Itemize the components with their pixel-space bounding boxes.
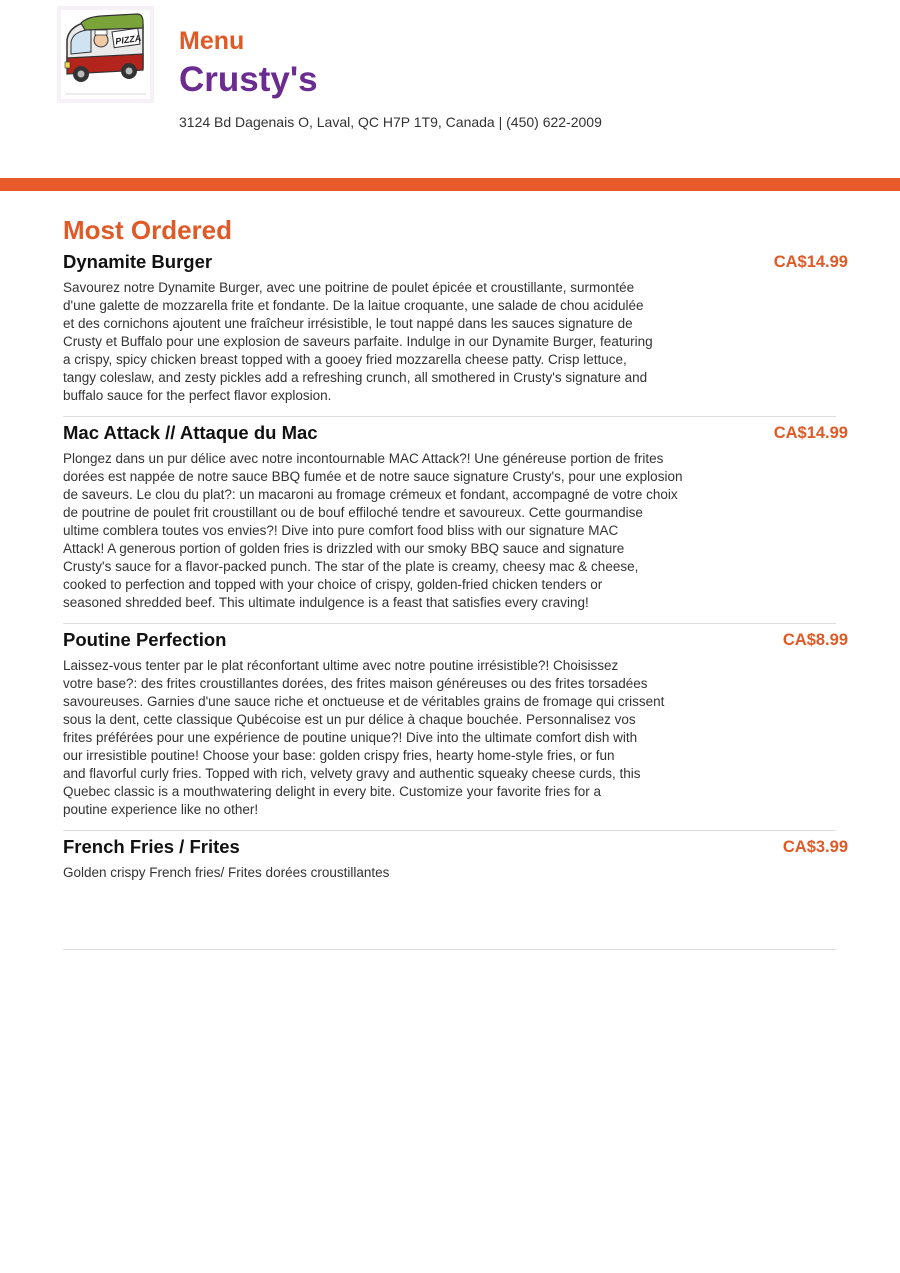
description-line: Golden crispy French fries/ Frites dorées croustillantes <box>63 865 390 880</box>
menu-item-price: CA$3.99 <box>782 838 848 856</box>
restaurant-address: 3124 Bd Dagenais O, Laval, QC H7P 1T9, Canada | (450) 622-2009 <box>179 114 602 130</box>
header-divider-bar <box>0 178 900 191</box>
item-divider <box>63 416 836 417</box>
logo-sign-text: PIZZA <box>114 32 142 47</box>
description-line: Crusty's sauce for a flavor-packed punch. The star of the plate is creamy, cheesy mac & cheese, <box>63 559 639 574</box>
pizza-truck-icon <box>57 6 154 103</box>
description-line: sous la dent, cette classique Qubécoise est un pur délice à chaque bouchée. Personnalisez vos <box>63 712 636 727</box>
description-line: votre base?: des frites croustillantes dorées, des frites maison généreuses ou des frites torsadées <box>63 676 648 691</box>
description-line: seasoned shredded beef. This ultimate indulgence is a feast that satisfies every craving! <box>63 595 589 610</box>
description-line: Quebec classic is a mouthwatering delight in every bite. Customize your favorite fries for a <box>63 784 601 799</box>
description-line: Laissez-vous tenter par le plat réconfortant ultime avec notre poutine irrésistible?! Choisissez <box>63 658 619 673</box>
description-line: de saveurs. Le clou du plat?: un macaroni au fromage crémeux et fondant, accompagné de votre choix <box>63 487 678 502</box>
description-line: our irresistible poutine! Choose your base: golden crispy fries, hearty home-style fries, or fun <box>63 748 615 763</box>
description-line: d'une galette de mozzarella frite et fondante. De la laitue croquante, une salade de chou acidulée <box>63 298 644 313</box>
description-line: et des cornichons ajoutent une fraîcheur irrésistible, le tout nappé dans les sauces signature de <box>63 316 633 331</box>
menu-item-name: Dynamite Burger <box>63 251 213 272</box>
menu-item-description <box>63 864 389 882</box>
section-title: Most Ordered <box>63 215 233 245</box>
restaurant-name: Crusty's <box>179 60 318 99</box>
item-divider <box>63 830 836 831</box>
menu-item-description <box>63 279 653 405</box>
description-line: tangy coleslaw, and zesty pickles add a refreshing crunch, all smothered in Crusty's signature and <box>63 370 648 385</box>
menu-label: Menu <box>179 27 245 55</box>
menu-item-name: French Fries / Frites <box>63 836 240 857</box>
menu-item-description <box>63 657 664 819</box>
menu-item-description <box>63 450 682 612</box>
description-line: cooked to perfection and topped with your choice of crispy, golden-fried chicken tenders or <box>63 577 603 592</box>
description-line: poutine experience like no other! <box>63 802 259 817</box>
description-line: Savourez notre Dynamite Burger, avec une poitrine de poulet épicée et croustillante, surmontée <box>63 280 635 295</box>
menu-item-name: Poutine Perfection <box>63 629 227 650</box>
menu-item-price: CA$14.99 <box>773 424 848 442</box>
menu-item-price: CA$14.99 <box>773 253 848 271</box>
description-line: Attack! A generous portion of golden fries is drizzled with our smoky BBQ sauce and signature <box>63 541 625 556</box>
description-line: a crispy, spicy chicken breast topped with a gooey fried mozzarella cheese patty. Crisp lettuce, <box>63 352 627 367</box>
description-line: Crusty et Buffalo pour une explosion de saveurs parfaite. Indulge in our Dynamite Burger, featuring <box>63 334 653 349</box>
menu-item-price: CA$8.99 <box>782 631 848 649</box>
description-line: de poutrine de poulet frit croustillant ou de bouf effiloché tendre et savoureux. Cette gourmandise <box>63 505 643 520</box>
description-line: buffalo sauce for the perfect flavor explosion. <box>63 388 332 403</box>
restaurant-logo <box>57 6 154 103</box>
menu-item-name: Mac Attack // Attaque du Mac <box>63 422 318 443</box>
description-line: Plongez dans un pur délice avec notre incontournable MAC Attack?! Une généreuse portion de frites <box>63 451 664 466</box>
description-line: frites préférées pour une expérience de poutine unique?! Dive into the ultimate comfort dish with <box>63 730 638 745</box>
item-divider <box>63 949 836 950</box>
description-line: savoureuses. Garnies d'une sauce riche et onctueuse et de véritables grains de fromage qui crissent <box>63 694 665 709</box>
item-divider <box>63 623 836 624</box>
description-line: ultime comblera toutes vos envies?! Dive into pure comfort food bliss with our signature MAC <box>63 523 619 538</box>
description-line: and flavorful curly fries. Topped with rich, velvety gravy and authentic squeaky cheese curds, this <box>63 766 641 781</box>
description-line: dorées est nappée de notre sauce BBQ fumée et de notre sauce signature Crusty's, pour une explosion <box>63 469 683 484</box>
